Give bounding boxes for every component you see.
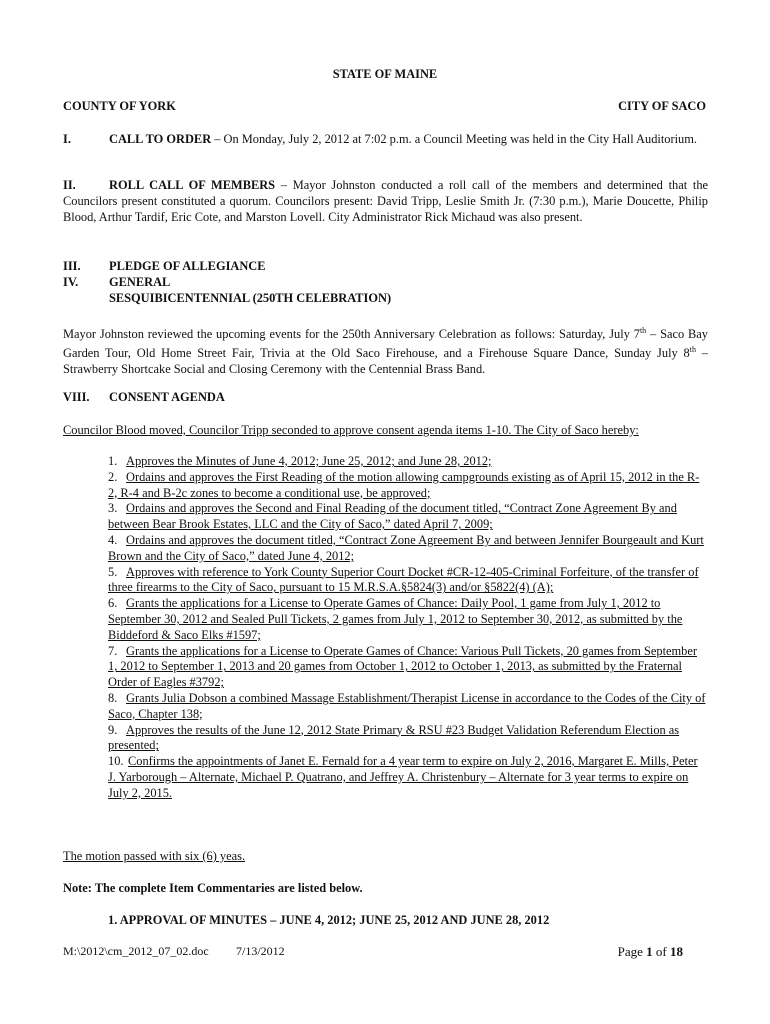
- list-item: [108, 501, 708, 533]
- item-number: 9.: [108, 722, 118, 737]
- section-title: ROLL CALL OF MEMBERS: [109, 178, 276, 192]
- item-number: 3.: [108, 501, 118, 516]
- page-number: 1: [646, 944, 653, 959]
- state-title: STATE OF MAINE: [332, 67, 438, 81]
- item-text: Approves the Minutes of June 4, 2012; June 25, 2012; and June 28, 2012;: [126, 454, 492, 468]
- item-text: Grants the applications for a License to Operate Games of Chance: Various Pull Tickets, 20 games from September 1, 2012 to September 1, 2013 and 20 games from October 1, 2012 to October 1, 2013, as submitted by the Fraternal Order of Eagles #3792;: [108, 643, 697, 690]
- page-word: Page: [617, 944, 647, 959]
- item-text: Ordains and approves the Second and Final Reading of the document titled, “Contract Zone Agreement By and between Bear Brook Estates, LLC and the City of Saco,” dated April 7, 2009;: [108, 501, 677, 532]
- consent-intro: Councilor Blood moved, Councilor Tripp seconded to approve consent agenda items 1-10. The City of Saco hereby:: [63, 423, 639, 437]
- item-number: 6.: [108, 596, 118, 611]
- section-call-to-order: [63, 131, 708, 147]
- section-title: SESQUIBICENTENNIAL (250TH CELEBRATION): [109, 291, 392, 305]
- list-item: [108, 596, 708, 643]
- item-number: 1.: [108, 454, 118, 468]
- section-consent-agenda: [63, 389, 708, 405]
- anniversary-paragraph: [63, 323, 708, 377]
- anniversary-text-2: – Saco Bay Garden Tour, Old Home Street Fair, Trivia at the Old Saco Firehouse, and a Firehouse Square Dance, Sunday July 8: [63, 327, 708, 361]
- item-text: Confirms the appointments of Janet E. Fernald for a 4 year term to expire on July 2, 2016, Margaret E. Mills, Peter J. Yarborough – Alternate, Michael P. Quatrano, and Jeffrey A. Christenbury – Alternate for 3 year terms to expire on July 2, 2015.: [108, 754, 698, 800]
- section-text: – Mayor Johnston conducted a roll call of the members and determined that the Councilors present constituted a quorum. Councilors present: David Tripp, Leslie Smith Jr. (7:30 p.m.), Marie Doucette, Philip Blood, Arthur Tardif, Eric Cote, and Marston Lovell. City Administrator Rick Michaud was also present.: [63, 178, 709, 224]
- section-number: IV.: [63, 275, 79, 289]
- item-number: 5.: [108, 564, 118, 579]
- list-item: [108, 644, 708, 691]
- list-item: [108, 565, 708, 597]
- item-text: Ordains and approves the document titled, “Contract Zone Agreement By and between Jennifer Bourgeault and Kurt Brown and the City of Saco,” dated June 4, 2012;: [108, 532, 704, 563]
- ordinal-suffix: th: [689, 345, 696, 355]
- item-text: Approves the results of the June 12, 2012 State Primary & RSU #23 Budget Validation Referendum Election as presented;: [108, 722, 680, 753]
- section-title: GENERAL: [109, 275, 171, 289]
- heading-sesquibicentennial: [63, 290, 391, 306]
- file-path: M:\2012\cm_2012_07_02.doc: [63, 944, 209, 958]
- item-heading: 1. APPROVAL OF MINUTES – JUNE 4, 2012; JUNE 25, 2012 AND JUNE 28, 2012: [108, 913, 550, 927]
- city-label: CITY OF SACO: [618, 99, 706, 113]
- heading-pledge: [63, 258, 391, 274]
- anniversary-text-1: Mayor Johnston reviewed the upcoming events for the 250th Anniversary Celebration as follows: Saturday, July 7: [63, 327, 640, 342]
- section-headings: [63, 258, 391, 306]
- item-text: Grants the applications for a License to Operate Games of Chance: Daily Pool, 1 game from July 1, 2012 to September 30, 2012 and Sealed Pull Tickets, 2 games from July 1, 2012 to September 30, 2012, as submitted by the Biddeford & Saco Elks #1597;: [108, 596, 683, 642]
- motion-result: The motion passed with six (6) yeas.: [63, 849, 246, 863]
- item-number: 2.: [108, 469, 118, 484]
- list-item: [108, 533, 708, 565]
- section-title: CONSENT AGENDA: [109, 390, 225, 404]
- footer-date: 7/13/2012: [236, 944, 285, 958]
- section-roll-call: [63, 177, 708, 225]
- item-number: 4.: [108, 532, 118, 547]
- item-number: 7.: [108, 643, 118, 658]
- item-text: Ordains and approves the First Reading of the motion allowing campgrounds existing as of April 15, 2012 in the R-2, R-4 and B-2c zones to become a conditional use, be approved;: [108, 469, 700, 500]
- item-text: Approves with reference to York County Superior Court Docket #CR-12-405-Criminal Forfeiture, of the transfer of three firearms to the City of Saco, pursuant to 15 M.R.S.A.§5824(3) and/or §5822(4) (A);: [108, 564, 699, 595]
- anniversary-text-3: – Strawberry Shortcake Social and Closing Ceremony with the Centennial Brass Band.: [63, 346, 708, 377]
- section-number: VIII.: [63, 390, 90, 404]
- item-number: 8.: [108, 690, 118, 705]
- section-title: PLEDGE OF ALLEGIANCE: [109, 259, 266, 273]
- section-number: III.: [63, 259, 81, 273]
- heading-general: [63, 274, 391, 290]
- page-total: 18: [670, 944, 683, 959]
- item-text: Grants Julia Dobson a combined Massage Establishment/Therapist License in accordance to the Codes of the City of Saco, Chapter 138;: [108, 690, 706, 721]
- note-text: Note: The complete Item Commentaries are listed below.: [63, 881, 363, 895]
- section-title: CALL TO ORDER: [109, 132, 212, 146]
- list-item: [108, 470, 708, 502]
- list-item: [108, 723, 708, 755]
- page-indicator: [618, 944, 683, 960]
- section-number: II.: [63, 178, 76, 192]
- section-number: I.: [63, 132, 71, 146]
- county-label: COUNTY OF YORK: [63, 99, 176, 113]
- ordinal-suffix: th: [639, 326, 647, 335]
- of-word: of: [652, 944, 670, 959]
- consent-items-list: [108, 454, 708, 802]
- list-item: [108, 754, 708, 801]
- list-item: [108, 691, 708, 723]
- item-number: 10.: [108, 754, 124, 769]
- list-item: [108, 454, 708, 470]
- section-text: – On Monday, July 2, 2012 at 7:02 p.m. a Council Meeting was held in the City Hall Auditorium.: [211, 132, 697, 146]
